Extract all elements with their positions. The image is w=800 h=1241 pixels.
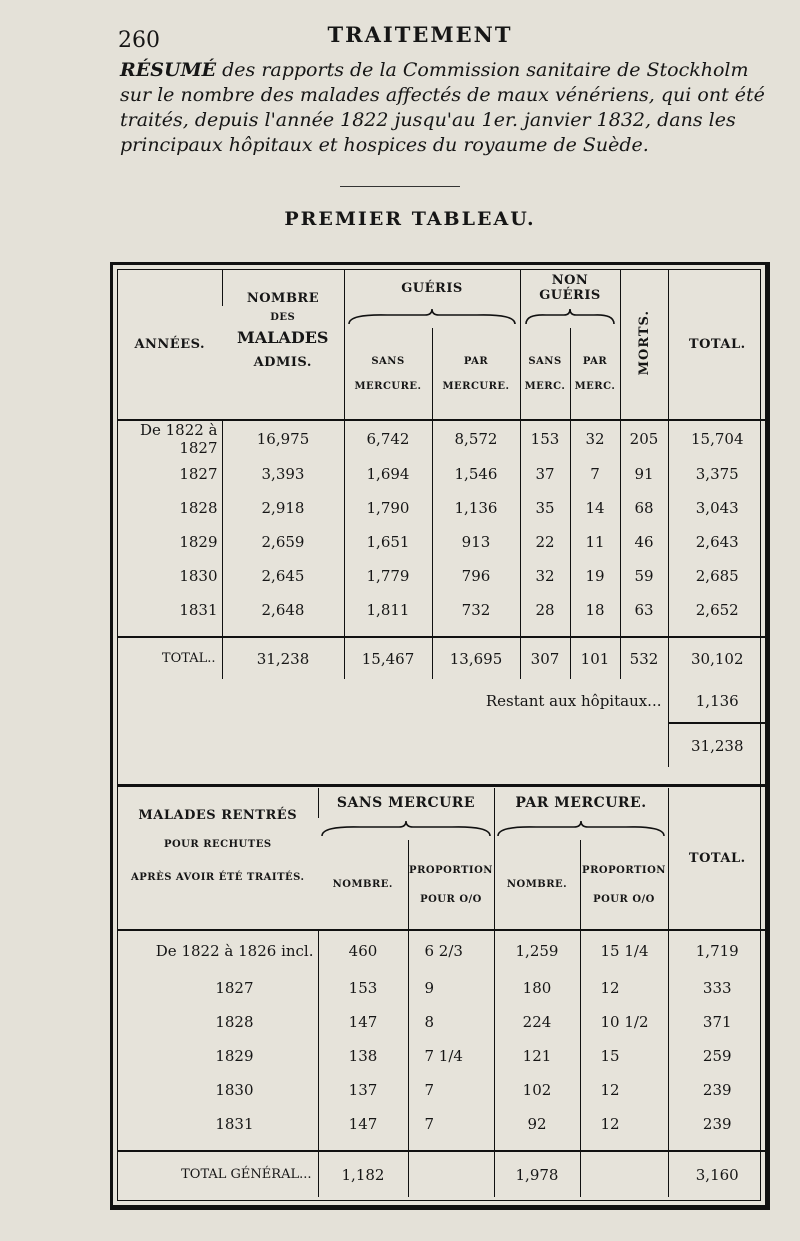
cell-s-prop: 8 [408, 1005, 494, 1039]
total-row [118, 637, 766, 679]
table-title: PREMIER TABLEAU. [284, 208, 536, 230]
brace-non-gueris [520, 306, 620, 328]
cell-admis: 2,659 [222, 525, 344, 559]
table-row [118, 1005, 766, 1039]
cell-p-nombre: 121 [494, 1039, 580, 1073]
cell-total: 371 [668, 1005, 766, 1039]
cell-ng-sans: 32 [520, 559, 570, 593]
total-morts: 532 [620, 637, 668, 679]
brace-par-mercure [494, 818, 668, 840]
row-year: 1828 [215, 1013, 254, 1031]
grand-total-value: 31,238 [668, 723, 766, 767]
total-label: TOTAL.. [161, 651, 216, 666]
total-admis: 31,238 [222, 637, 344, 679]
header-p-nombre: NOMBRE. [494, 840, 580, 930]
cell-ng-par: 14 [570, 491, 620, 525]
cell-total: 1,719 [668, 931, 766, 971]
total-p-nombre: 1,978 [494, 1151, 580, 1197]
row-year: 1831 [215, 1115, 254, 1133]
cell-morts: 91 [620, 457, 668, 491]
header-g-par: PAR MERCURE. [432, 328, 520, 420]
cell-s-nombre: 138 [318, 1039, 408, 1073]
cell-total: 3,043 [668, 491, 766, 525]
total-general-total: 3,160 [668, 1151, 766, 1197]
cell-morts: 68 [620, 491, 668, 525]
cell-s-nombre: 147 [318, 1005, 408, 1039]
cell-p-nombre: 92 [494, 1107, 580, 1141]
cell-ng-par: 32 [570, 421, 620, 457]
cell-p-prop: 10 1/2 [580, 1005, 668, 1039]
header-gueris: GUÉRIS [344, 270, 520, 306]
table-inner-frame [117, 269, 761, 1201]
table-row [118, 1073, 766, 1107]
row-year: 1830 [179, 567, 218, 585]
header-total-2: TOTAL. [668, 788, 766, 930]
row-year: 1831 [179, 601, 218, 619]
cell-p-nombre: 1,259 [494, 931, 580, 971]
header-nombre: NOMBRE [222, 270, 344, 306]
header-p-proportion: PROPORTION POUR O/O [580, 840, 668, 930]
cell-s-nombre: 153 [318, 971, 408, 1005]
cell-s-nombre: 137 [318, 1073, 408, 1107]
cell-s-prop: 7 [408, 1073, 494, 1107]
cell-g-par: 1,546 [432, 457, 520, 491]
cell-g-sans: 6,742 [344, 421, 432, 457]
cell-total: 2,643 [668, 525, 766, 559]
table-row [118, 1107, 766, 1141]
restant-label: Restant aux hôpitaux... [485, 692, 662, 710]
cell-p-prop: 12 [580, 971, 668, 1005]
cell-ng-sans: 37 [520, 457, 570, 491]
header-s-proportion: PROPORTION POUR O/O [408, 840, 494, 930]
header-par-mercure: PAR MERCURE. [494, 788, 668, 818]
cell-total: 239 [668, 1107, 766, 1141]
cell-total: 15,704 [668, 421, 766, 457]
header-g-sans: SANS MERCURE. [344, 328, 432, 420]
cell-s-prop: 7 1/4 [408, 1039, 494, 1073]
table-rechutes [118, 788, 766, 1197]
table-row [118, 931, 766, 971]
header-ng-par: PAR MERC. [570, 328, 620, 420]
cell-g-sans: 1,811 [344, 593, 432, 627]
cell-g-par: 1,136 [432, 491, 520, 525]
header-nombre-des: DES [270, 311, 296, 323]
running-head: TRAITEMENT [327, 22, 513, 47]
document-title [120, 58, 770, 158]
total-g-par: 13,695 [432, 637, 520, 679]
total-total: 30,102 [668, 637, 766, 679]
row-year: 1828 [179, 499, 218, 517]
cell-total: 333 [668, 971, 766, 1005]
title-text: des rapports de la Commission sanitaire de Stockholm sur le nombre des malades affectés de maux vénériens, qui ont été traités, depuis l'année 1822 jusqu'au 1er. janvier 1832, dans les principaux hôpitaux et hospices du royaume de Suède. [120, 59, 765, 156]
row-year: 1829 [215, 1047, 254, 1065]
cell-p-nombre: 180 [494, 971, 580, 1005]
page-number: 260 [118, 28, 160, 53]
cell-admis: 16,975 [222, 421, 344, 457]
row-year: De 1822 à 1827 [139, 421, 218, 457]
row-year: De 1822 à 1826 incl. [155, 942, 314, 960]
header-morts-cell [620, 270, 668, 420]
total-g-sans: 15,467 [344, 637, 432, 679]
cell-g-sans: 1,651 [344, 525, 432, 559]
table-premier [118, 270, 766, 767]
cell-admis: 3,393 [222, 457, 344, 491]
cell-morts: 63 [620, 593, 668, 627]
brace-gueris [344, 306, 520, 328]
cell-p-prop: 15 [580, 1039, 668, 1073]
cell-ng-sans: 35 [520, 491, 570, 525]
cell-admis: 2,645 [222, 559, 344, 593]
cell-g-par: 796 [432, 559, 520, 593]
cell-morts: 59 [620, 559, 668, 593]
cell-g-sans: 1,694 [344, 457, 432, 491]
header-total: TOTAL. [668, 270, 766, 420]
cell-s-prop: 6 2/3 [408, 931, 494, 971]
header-malades: MALADES [237, 328, 329, 347]
cell-ng-sans: 153 [520, 421, 570, 457]
cell-ng-par: 11 [570, 525, 620, 559]
cell-g-sans: 1,779 [344, 559, 432, 593]
total-ng-sans: 307 [520, 637, 570, 679]
row-year: 1829 [179, 533, 218, 551]
cell-s-nombre: 147 [318, 1107, 408, 1141]
header-annees: ANNÉES. [134, 337, 206, 352]
brace-sans-mercure [318, 818, 494, 840]
header-ng-sans: SANS MERC. [520, 328, 570, 420]
total-ng-par: 101 [570, 637, 620, 679]
cell-p-prop: 15 1/4 [580, 931, 668, 971]
header-nombre-lower [222, 328, 344, 420]
cell-admis: 2,918 [222, 491, 344, 525]
cell-ng-par: 18 [570, 593, 620, 627]
table-row [118, 525, 766, 559]
table-row [118, 457, 766, 491]
cell-p-nombre: 102 [494, 1073, 580, 1107]
cell-ng-par: 7 [570, 457, 620, 491]
cell-total: 2,685 [668, 559, 766, 593]
table-row [118, 971, 766, 1005]
cell-ng-sans: 28 [520, 593, 570, 627]
table-row [118, 1039, 766, 1073]
cell-p-prop: 12 [580, 1107, 668, 1141]
restant-value: 1,136 [668, 679, 766, 723]
restant-row [118, 679, 766, 723]
table-row [118, 559, 766, 593]
cell-g-par: 8,572 [432, 421, 520, 457]
cell-g-sans: 1,790 [344, 491, 432, 525]
cell-morts: 46 [620, 525, 668, 559]
header-malades-rentres: MALADES RENTRÉS POUR RECHUTES APRÈS AVOIR ÉTÉ TRAITÉS. [131, 808, 305, 883]
header-morts: MORTS. [636, 309, 652, 376]
cell-ng-par: 19 [570, 559, 620, 593]
cell-p-prop: 12 [580, 1073, 668, 1107]
total-s-nombre: 1,182 [318, 1151, 408, 1197]
title-lead: RÉSUMÉ [120, 59, 217, 81]
cell-p-nombre: 224 [494, 1005, 580, 1039]
cell-g-par: 913 [432, 525, 520, 559]
section-divider [118, 784, 766, 787]
cell-morts: 205 [620, 421, 668, 457]
cell-total: 239 [668, 1073, 766, 1107]
table-frame [110, 262, 770, 1210]
cell-total: 2,652 [668, 593, 766, 627]
table-row [118, 593, 766, 627]
grand-total-row [118, 723, 766, 767]
header-admis: ADMIS. [253, 355, 312, 370]
cell-s-prop: 9 [408, 971, 494, 1005]
table-row [118, 491, 766, 525]
cell-g-par: 732 [432, 593, 520, 627]
cell-total: 259 [668, 1039, 766, 1073]
row-year: 1830 [215, 1081, 254, 1099]
row-year: 1827 [179, 465, 218, 483]
title-divider [340, 186, 460, 187]
header-sans-mercure: SANS MERCURE [318, 788, 494, 818]
row-year: 1827 [215, 979, 254, 997]
cell-s-prop: 7 [408, 1107, 494, 1141]
header-s-nombre: NOMBRE. [332, 879, 393, 890]
cell-ng-sans: 22 [520, 525, 570, 559]
header-non-gueris: NON GUÉRIS [520, 270, 620, 306]
cell-s-nombre: 460 [318, 931, 408, 971]
table-row [118, 421, 766, 457]
total-general-label: TOTAL GÉNÉRAL... [181, 1167, 312, 1182]
total-general-row [118, 1151, 766, 1197]
cell-total: 3,375 [668, 457, 766, 491]
cell-admis: 2,648 [222, 593, 344, 627]
